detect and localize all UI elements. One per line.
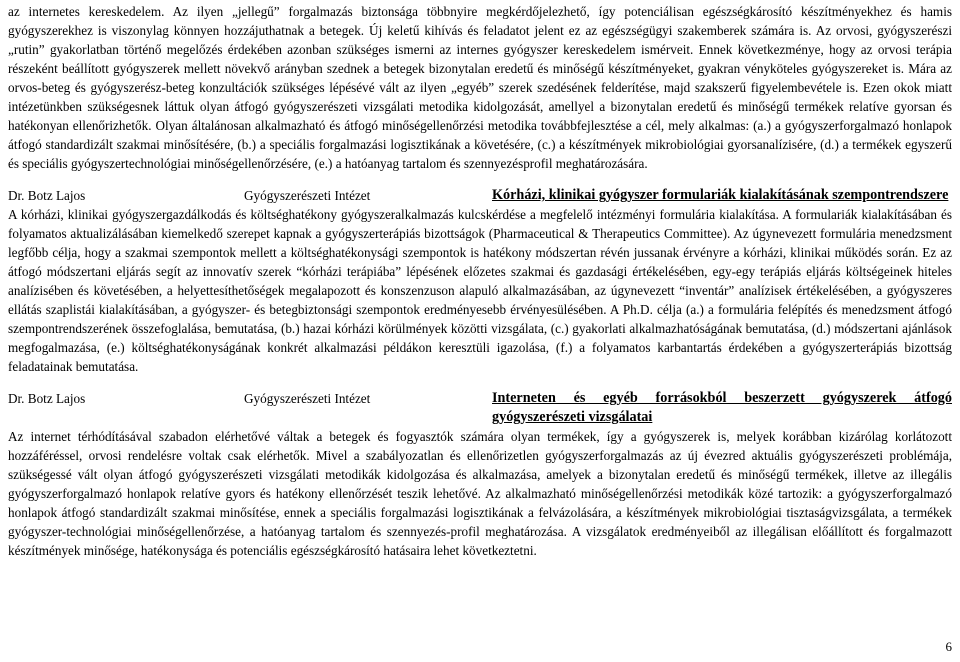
section-1-author: Dr. Botz Lajos [8, 188, 86, 203]
section-1-institute: Gyógyszerészeti Intézet [244, 188, 371, 203]
page-number: 6 [945, 639, 952, 654]
section-2-body: Az internet térhódításával szabadon elérhetővé váltak a betegek és fogyasztók számára olyan termékek, így a gyógyszerek is, melyek korábban kizárólag korlátozott hozzáféréssel, orvosi rendelésre voltak csak elérhetők. Mivel a szabályozatlan és ellenőrizetlen gyógyszerforgalmazás az új évezred aktuális gyógyszerészeti problémája, szükségessé vált olyan átfogó gyógyszerészeti vizsgálati metodikák kidolgozása és alkalmazása, amelyek a bizonytalan eredetű és minőségű termékek, illetve az illegális gyógyszerforgalmazó honlapok relatíve gyors és hatékony ellenőrzését teszik lehetővé. Az alkalmazható minőségellenőrzési metodikák közé tartozik: a gyógyszerforgalmazó honlapok átfogó standardizált szakmai minősítése, ennek a speciális forgalmazási logisztikának a felvázolására, a készítmények mikrobiológiai tisztaságvizsgálata, a termékek gyógyszer-technológiai minőségellenőrzése, a hatóanyag tartalom és szennyezés-profil meghatározása. A vizsgálatok eredményeiből az illegálisan előállított és forgalmazott készítmények minősége, hatékonysága és potenciális egészségkárosító hatásaira lehet következtetni. [8, 429, 952, 558]
section-2-institute: Gyógyszerészeti Intézet [244, 391, 371, 406]
section-2-title: Interneten és egyéb forrásokból beszerzett gyógyszerek átfogó gyógyszerészeti vizsgálatai [492, 390, 952, 425]
section-1-header [8, 186, 952, 205]
section-2 [8, 389, 952, 560]
section-1-body: A kórházi, klinikai gyógyszergazdálkodás és költséghatékony gyógyszeralkalmazás kulcskérdése a megfelelő intézményi formulária kialakítása. A formulariák kialakításában és folyamatos aktualizálásában kiemelkedő szerepet kapnak a gyógyszerterápiás bizottságok (Pharmaceutical & Therapeutics Committee). Az úgynevezett formulária menedzsment legfőbb célja, hogy a szakmai szempontok mellett a költséghatékonysági szempontok is hatékony módszertan révén jussanak érvényre a kórházi, klinikai működés során. Ez az átfogó módszertani eljárás segít az innovatív szerek “kórházi terápiába” lépésének előzetes szakmai és gazdasági értékelésében, egy-egy terápiás eljárás költségeinek hiteles analízisében és követésében, a helyettesíthetőségek megalapozott és konszenzuson alapuló alkalmazásában, az úgynevezett “inventár” analízisek értékelésében, a gyógyszeres ellátás szaplistái kialakításában, a gyógyszer- és betegbiztonsági szempontok eredményesebb érvényesülésében. A Ph.D. célja (a.) a formulária felépítés és menedzsment átfogó szempontrendszerének összefoglalása, bemutatása, (b.) hazai kórházi körülmények közötti vizsgálata, (c.) gyakorlati alkalmazhatóságának bemutatása, (d.) módszertani ajánlások megfogalmazása, (e.) költséghatékonyságának konkrét alkalmazási példákon keresztüli igazolása, (f.) a folyamatos karbantartás érdekében a gyógyszerterápiás bizottság feladatainak bemutatása. [8, 207, 952, 374]
section-1 [8, 186, 952, 376]
section-2-header [8, 389, 952, 427]
document-page [8, 2, 952, 560]
intro-paragraph: az internetes kereskedelem. Az ilyen „jellegű” forgalmazás biztonsága többnyire megkérdőjelezhető, így potenciálisan egészségkárosító készítményekhez és hamis gyógyszerekhez is viszonylag könnyen hozzájuthatnak a betegek. Új keletű kihívás és feladatot jelent ez az egészségügyi szakemberek számára is. Az orvosi, gyógyszerészi „rutin” gyakorlatban történő megelőzés érdekében azonban szükséges ismerni az internes gyógyszer kereskedelem ismérveit. Ennek következménye, hogy az orvosi terápia részeként beállított gyógyszerek mellett növekvő arányban szednek a betegek bizonytalan eredetű és minőségű készítményeket, gyakran vényköteles gyógyszereket is. Mára az orvos-beteg és gyógyszerész-beteg konzultációk szükséges lépésévé vált az ilyen „egyéb” szerek szedésének felderítése, majd szakszerű figyelembevétele is. Ezen okok miatt intézetünkben szükségesnek láttuk olyan átfogó gyógyszerészeti vizsgálati metodika kidolgozását, amellyel a bizonytalan eredetű és minőségű termékek relatíve gyorsan és hatékonyan ellenőrizhetők. Olyan általánosan alkalmazható és átfogó minőségellenőrzési metodika továbbfejlesztése a cél, mely alkalmas: (a.) a gyógyszerforgalmazó honlapok átfogó standardizált szakmai minősítésére, (b.) a speciális forgalmazási logisztikának a követésére, (c.) a készítmények mikrobiológiai gyorsanalízisére, (d.) a termékek egyszerű és speciális gyógyszertechnológiai minőségellenőrzésére, (e.) a hatóanyag tartalom és szennyezésprofil meghatározására. [8, 4, 952, 171]
section-1-title: Kórházi, klinikai gyógyszer formulariák kialakításának szempontrendszere [492, 187, 949, 203]
section-2-author: Dr. Botz Lajos [8, 391, 86, 406]
